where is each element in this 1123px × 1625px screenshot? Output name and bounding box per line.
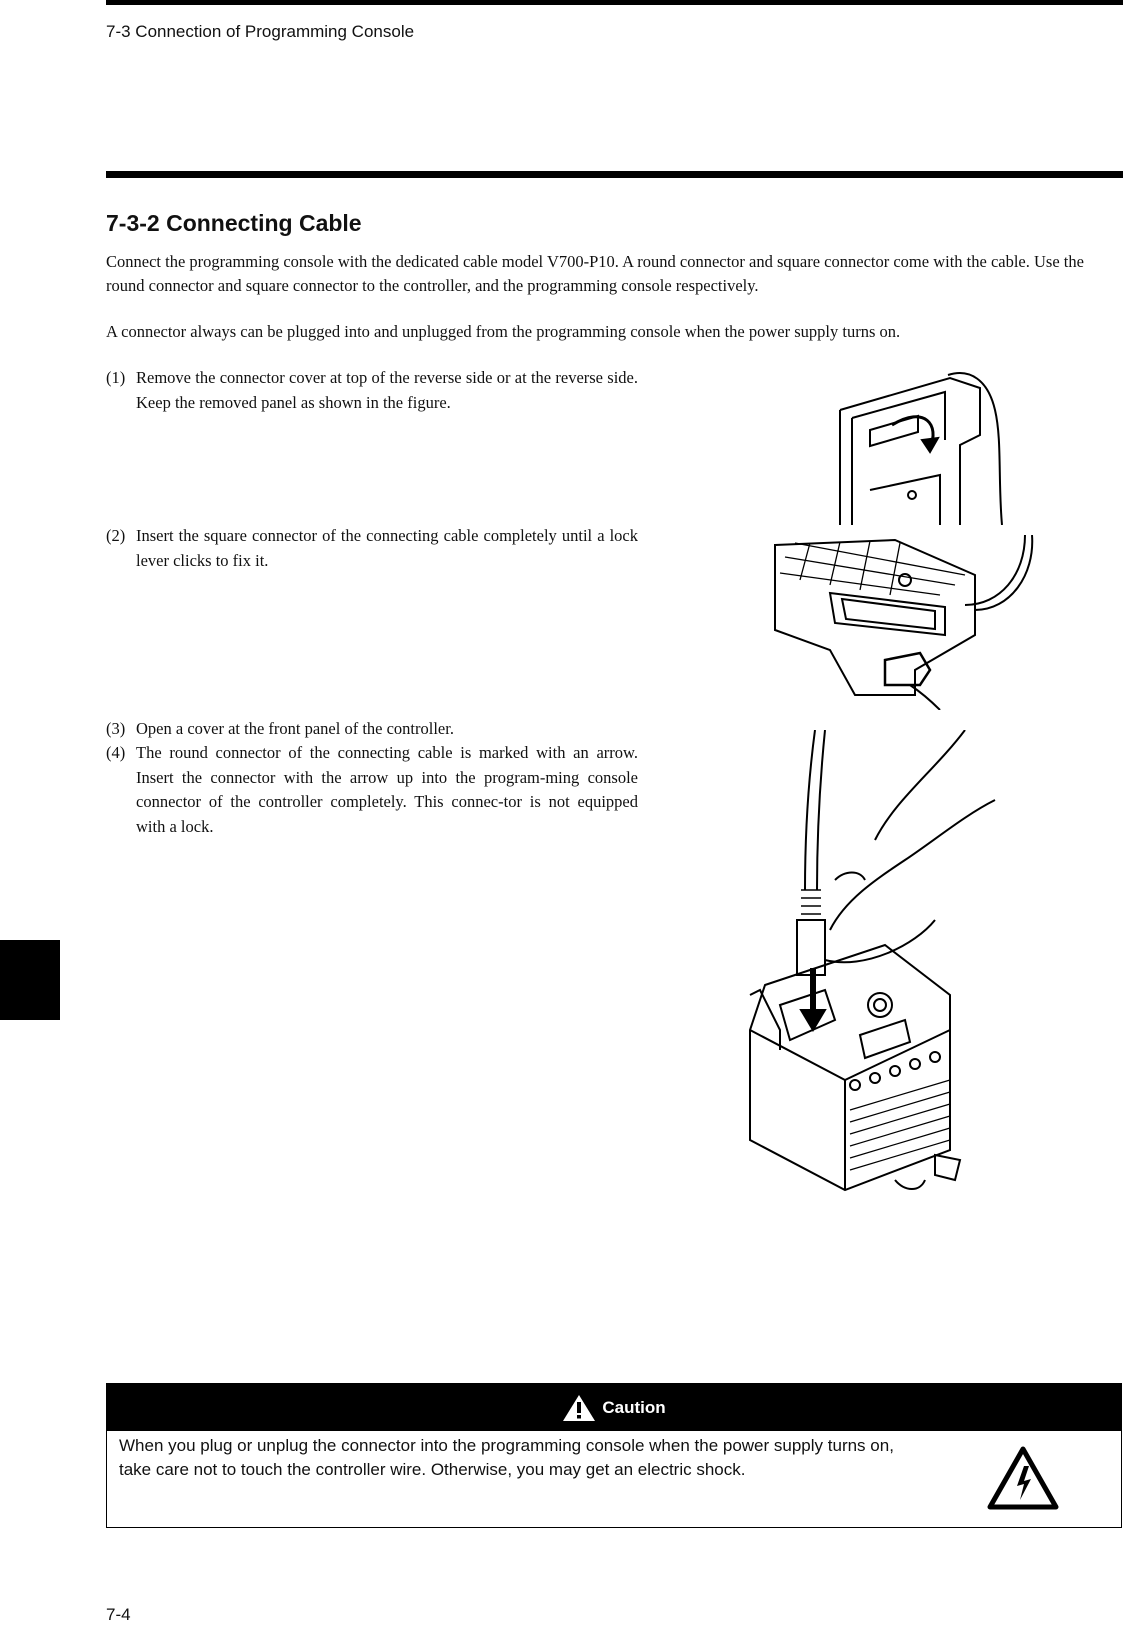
running-header: 7-3 Connection of Programming Console <box>106 22 415 41</box>
step-number: (3) <box>106 719 126 738</box>
caution-header <box>107 1384 1121 1431</box>
top-rule <box>106 0 1123 5</box>
step-text: Insert the square connector of the connecting cable completely until a lock lever clicks to fix it. <box>136 526 638 570</box>
step-item <box>106 741 638 839</box>
step-number: (4) <box>106 743 126 762</box>
step-item <box>106 524 638 573</box>
figure-round-connector <box>735 730 1035 1200</box>
step-item <box>106 717 638 742</box>
step-number: (1) <box>106 368 126 387</box>
step-text: The round connector of the connecting cable is marked with an arrow. Insert the connector with the arrow up into the program-ming console connector of the controller completely. This connec-tor is not equipped with a lock. <box>136 743 638 836</box>
figure-remove-cover <box>830 370 1030 525</box>
caution-title: Caution <box>602 1397 666 1417</box>
chapter-tab <box>0 940 60 1020</box>
step-item <box>106 366 638 415</box>
intro-paragraph: A connector always can be plugged into and unplugged from the programming console when the power supply turns on. <box>106 322 901 341</box>
step-text: Open a cover at the front panel of the controller. <box>136 719 454 738</box>
step-text: Remove the connector cover at top of the reverse side or at the reverse side. Keep the removed panel as shown in the figure. <box>136 368 638 412</box>
caution-box <box>106 1383 1122 1528</box>
intro-paragraph: Connect the programming console with the dedicated cable model V700-P10. A round connector and square connector come with the cable. Use the round connector and square connector to the controller, and the programming console respectively. <box>106 252 1084 295</box>
electric-shock-icon <box>987 1446 1059 1510</box>
page-number: 7-4 <box>106 1605 131 1624</box>
step-number: (2) <box>106 526 126 545</box>
warning-icon <box>562 1394 596 1422</box>
section-title: 7-3-2 Connecting Cable <box>106 210 362 236</box>
figure-square-connector <box>770 535 1040 710</box>
caution-text: When you plug or unplug the connector into the programming console when the power supply turns on, take care not to touch the controller wire. Otherwise, you may get an electric shock. <box>119 1436 894 1479</box>
section-rule <box>106 171 1123 178</box>
